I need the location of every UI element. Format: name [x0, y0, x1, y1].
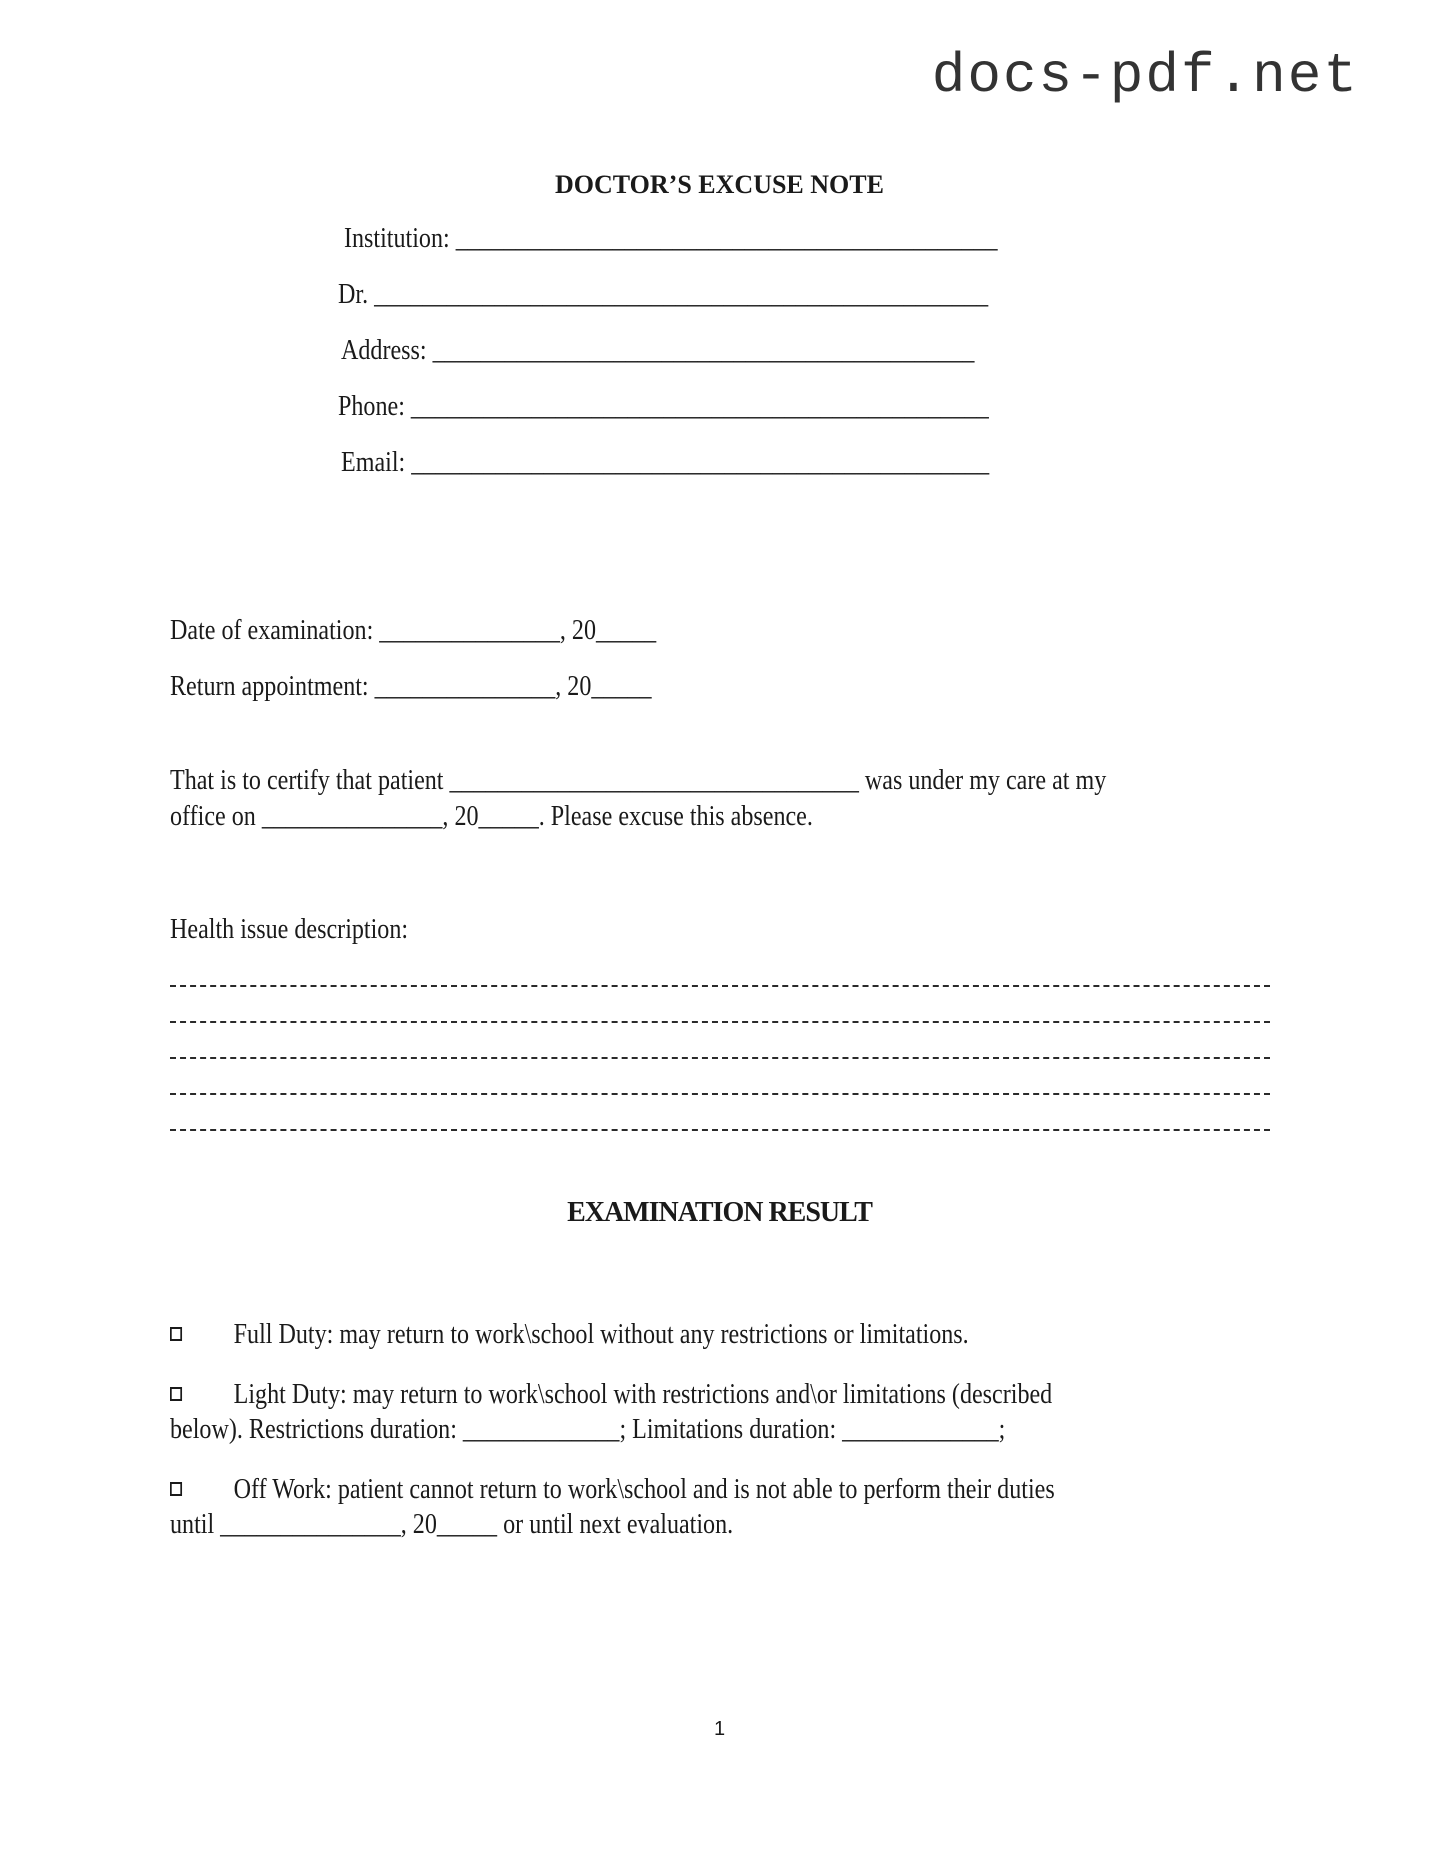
document-title: DOCTOR’S EXCUSE NOTE [555, 170, 884, 199]
health-blank-line [170, 1093, 1270, 1095]
health-blank-line [170, 1129, 1270, 1131]
option-off-work-text-2: until _______________, 20_____ or until next evaluation. [170, 1509, 734, 1540]
option-off-work-text: Off Work: patient cannot return to work\school and is not able to perform their duties [233, 1474, 1055, 1505]
return-appointment: Return appointment: _______________, 20_____ [170, 671, 652, 702]
certify-line-2: office on _______________, 20_____. Please excuse this absence. [170, 801, 813, 832]
page-number: 1 [713, 1718, 726, 1740]
checkbox-icon[interactable] [170, 1387, 182, 1401]
option-light-duty-text-2: below). Restrictions duration: _____________; Limitations duration: _____________; [170, 1414, 1006, 1445]
option-light-duty-text: Light Duty: may return to work\school with restrictions and\or limitations (described [233, 1379, 1053, 1410]
address-field: Address: _____________________________________________ [341, 335, 975, 366]
watermark: docs-pdf.net [931, 44, 1359, 108]
checkbox-icon[interactable] [170, 1482, 182, 1496]
institution-field: Institution: _____________________________________________ [344, 223, 998, 254]
option-full-duty-text: Full Duty: may return to work\school without any restrictions or limitations. [233, 1319, 969, 1350]
phone-field: Phone: ________________________________________________ [338, 391, 989, 422]
section-title: EXAMINATION RESULT [567, 1197, 872, 1228]
certify-line-1: That is to certify that patient __________________________________ was under my care at my [170, 765, 1107, 796]
health-blank-line [170, 1021, 1270, 1023]
date-of-examination: Date of examination: _______________, 20_____ [170, 615, 657, 646]
health-blank-line [170, 985, 1270, 987]
email-field: Email: ________________________________________________ [341, 447, 990, 478]
health-issue-label: Health issue description: [170, 914, 409, 945]
health-blank-line [170, 1057, 1270, 1059]
option-off-work [170, 1472, 1055, 1542]
doctor-field: Dr. ___________________________________________________ [338, 279, 989, 310]
option-light-duty [170, 1377, 1052, 1447]
checkbox-icon[interactable] [170, 1327, 182, 1341]
option-full-duty [170, 1317, 969, 1352]
